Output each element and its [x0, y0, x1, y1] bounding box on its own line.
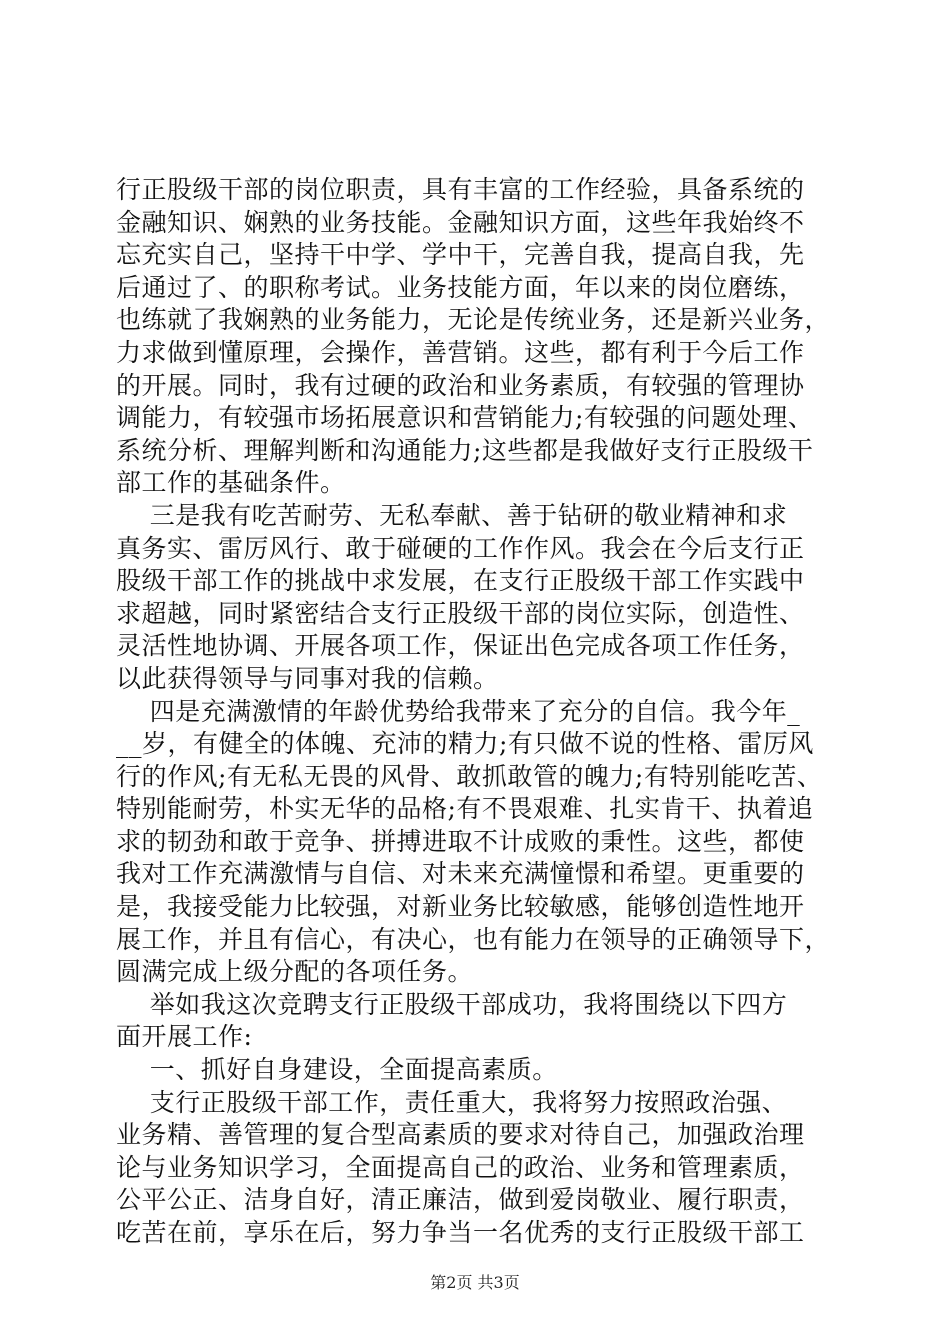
text-line: 以此获得领导与同事对我的信赖。: [116, 663, 499, 693]
body-text: [116, 174, 836, 1250]
text-line: 也练就了我娴熟的业务能力，无论是传统业务，还是新兴业务，: [116, 305, 831, 335]
text-line: 忘充实自己，坚持干中学、学中干，完善自我，提高自我，先: [116, 240, 805, 270]
text-line: 求超越，同时紧密结合支行正股级干部的岗位实际，创造性、: [116, 598, 805, 628]
text-line: 股级干部工作的挑战中求发展，在支行正股级干部工作实践中: [116, 566, 805, 596]
text-line: 特别能耐劳，朴实无华的品格;有不畏艰难、扎实肯干、执着追: [116, 794, 814, 824]
text-line: 圆满完成上级分配的各项任务。: [116, 957, 474, 987]
text-line: 灵活性地协调、开展各项工作，保证出色完成各项工作任务，: [116, 631, 805, 661]
text-line: 后通过了、的职称考试。业务技能方面，年以来的岗位磨练，: [116, 272, 805, 302]
text-line: 行的作风;有无私无畏的风骨、敢抓敢管的魄力;有特别能吃苦、: [116, 761, 823, 791]
text-line: 调能力，有较强市场拓展意识和营销能力;有较强的问题处理、: [116, 403, 814, 433]
text-line: 力求做到懂原理，会操作，善营销。这些，都有利于今后工作: [116, 337, 805, 367]
text-line: 业务精、善管理的复合型高素质的要求对待自己，加强政治理: [116, 1120, 805, 1150]
text-line: 的开展。同时，我有过硬的政治和业务素质，有较强的管理协: [116, 370, 805, 400]
text-line: 部工作的基础条件。: [116, 468, 346, 498]
text-line: 三是我有吃苦耐劳、无私奉献、善于钻研的敬业精神和求: [116, 500, 788, 530]
text-line: 系统分析、理解判断和沟通能力;这些都是我做好支行正股级干: [116, 435, 814, 465]
page-footer: 第2页 共3页: [430, 1273, 520, 1292]
text-line: 求的韧劲和敢于竞争、拼搏进取不计成败的秉性。这些，都使: [116, 826, 805, 856]
text-line: 支行正股级干部工作，责任重大，我将努力按照政治强、: [116, 1087, 788, 1117]
text-line: 举如我这次竞聘支行正股级干部成功，我将围绕以下四方: [116, 989, 788, 1019]
text-line: 四是充满激情的年龄优势给我带来了充分的自信。我今年_: [116, 696, 801, 726]
text-line: 吃苦在前，享乐在后，努力争当一名优秀的支行正股级干部工: [116, 1218, 805, 1247]
text-line: 行正股级干部的岗位职责，具有丰富的工作经验，具备系统的: [116, 175, 805, 204]
text-line: 公平公正、洁身自好，清正廉洁，做到爱岗敬业、履行职责，: [116, 1185, 805, 1215]
text-line: 是，我接受能力比较强，对新业务比较敏感，能够创造性地开: [116, 892, 805, 922]
text-line: 我对工作充满激情与自信、对未来充满憧憬和希望。更重要的: [116, 859, 805, 889]
text-line: 面开展工作:: [116, 1022, 253, 1052]
text-line: __岁，有健全的体魄、充沛的精力;有只做不说的性格、雷厉风: [116, 729, 814, 759]
text-line: 展工作，并且有信心，有决心，也有能力在领导的正确领导下，: [116, 924, 831, 954]
text-line: 论与业务知识学习，全面提高自己的政治、业务和管理素质，: [116, 1152, 805, 1182]
text-line: 金融知识、娴熟的业务技能。金融知识方面，这些年我始终不: [116, 207, 805, 237]
text-line: 一、抓好自身建设，全面提高素质。: [116, 1055, 558, 1085]
text-line: 真务实、雷厉风行、敢于碰硬的工作作风。我会在今后支行正: [116, 533, 805, 563]
